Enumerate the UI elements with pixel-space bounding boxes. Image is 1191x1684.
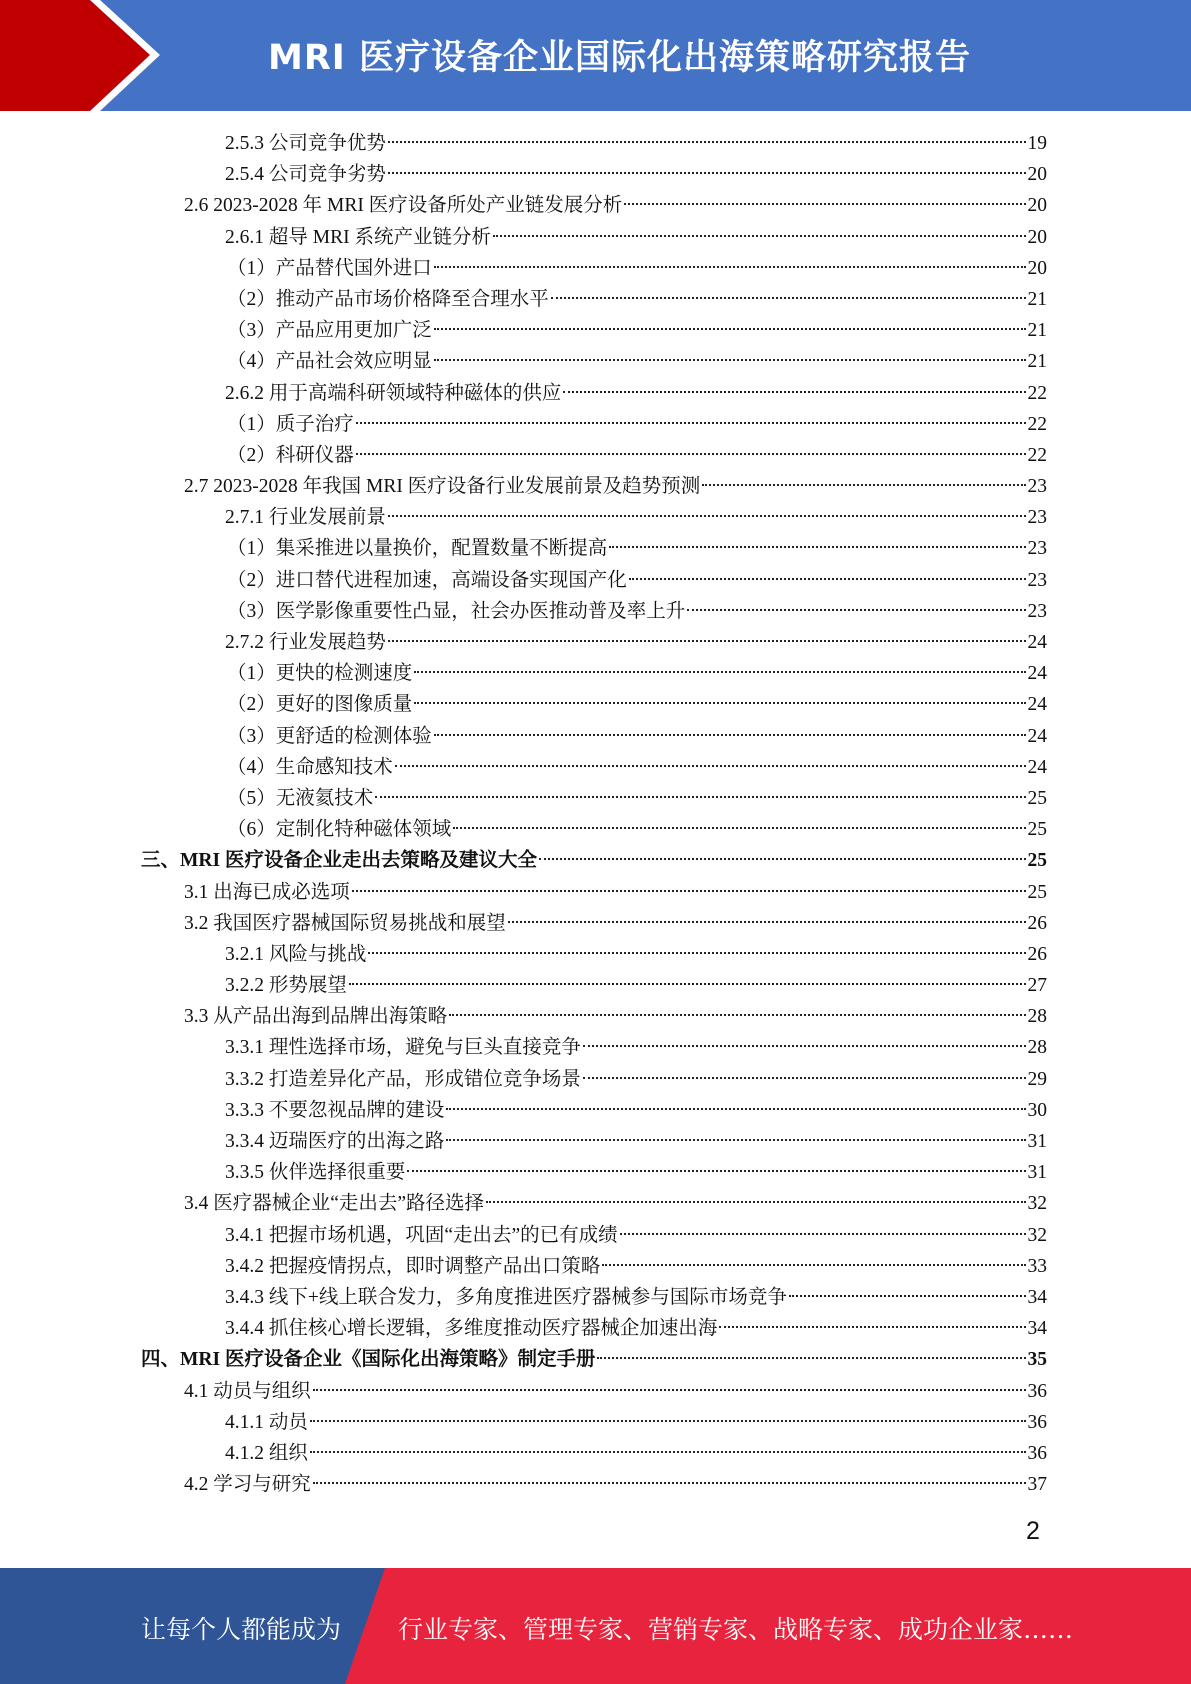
toc-dot-leader	[453, 827, 1025, 829]
toc-entry[interactable]	[0, 939, 1191, 970]
toc-entry-page: 24	[1027, 632, 1047, 653]
toc-dot-leader	[310, 1451, 1026, 1453]
toc-entry-page: 21	[1027, 351, 1047, 373]
toc-entry-page: 23	[1027, 600, 1047, 622]
toc-entry-title: 2.7.1 行业发展前景	[225, 507, 386, 529]
toc-entry[interactable]	[0, 658, 1191, 689]
toc-entry-page: 22	[1027, 444, 1047, 466]
toc-entry[interactable]	[0, 533, 1191, 564]
toc-entry-title: 2.6 2023-2028 年 MRI 医疗设备所处产业链发展分析	[184, 195, 623, 217]
toc-dot-leader	[368, 952, 1025, 954]
toc-entry-page: 21	[1027, 288, 1047, 310]
toc-entry-title: 2.7.2 行业发展趋势	[225, 632, 386, 653]
toc-entry[interactable]	[0, 845, 1191, 876]
report-title: MRI 医疗设备企业国际化出海策略研究报告	[268, 38, 971, 78]
toc-entry-title: 2.7 2023-2028 年我国 MRI 医疗设备行业发展前景及趋势预测	[184, 476, 701, 498]
header-red-chevron	[0, 0, 150, 111]
toc-dot-leader	[388, 172, 1026, 174]
toc-entry-title: 3.3.3 不要忽视品牌的建设	[225, 1099, 445, 1121]
toc-entry-page: 36	[1027, 1380, 1047, 1402]
toc-dot-leader	[395, 765, 1026, 767]
page-number: 2	[1026, 1517, 1040, 1545]
toc-entry[interactable]	[0, 190, 1191, 221]
toc-entry-title: 4.1.2 组织	[225, 1442, 308, 1464]
toc-entry-title: 2.6.1 超导 MRI 系统产业链分析	[225, 226, 491, 248]
toc-dot-leader	[602, 1264, 1025, 1266]
toc-entry-title: 3.4.3 线下+线上联合发力，多角度推进医疗器械参与国际市场竞争	[225, 1286, 787, 1308]
toc-dot-leader	[414, 671, 1025, 673]
toc-entry-page: 36	[1027, 1411, 1047, 1433]
toc-entry-title: 2.5.4 公司竞争劣势	[225, 164, 386, 186]
toc-entry-page: 21	[1027, 320, 1047, 342]
toc-entry-page: 20	[1027, 257, 1047, 279]
footer-slogan-lead: 让每个人都能成为	[141, 1615, 342, 1644]
toc-entry[interactable]	[0, 1095, 1191, 1126]
toc-entry-page: 19	[1027, 133, 1047, 154]
toc-entry-page: 20	[1027, 226, 1047, 248]
toc-entry[interactable]	[0, 565, 1191, 596]
footer-slogan-roles: 行业专家、管理专家、营销专家、战略专家、成功企业家……	[398, 1615, 1074, 1644]
toc-entry-page: 28	[1027, 1037, 1047, 1059]
toc-entry-title: 3.2 我国医疗器械国际贸易挑战和展望	[184, 912, 506, 934]
toc-entry-page: 34	[1027, 1286, 1047, 1308]
toc-dot-leader	[789, 1295, 1026, 1297]
toc-entry[interactable]	[0, 1188, 1191, 1219]
toc-entry-title: （2）进口替代进程加速，高端设备实现国产化	[227, 569, 627, 591]
toc-entry[interactable]	[0, 970, 1191, 1001]
toc-entry-title: （5）无液氦技术	[227, 787, 374, 809]
toc-entry-page: 25	[1027, 819, 1047, 841]
toc-entry-title: 3.1 出海已成必选项	[184, 881, 350, 903]
toc-entry-title: （1）集采推进以量换价，配置数量不断提高	[227, 538, 608, 560]
toc-entry[interactable]	[0, 471, 1191, 502]
toc-entry-page: 24	[1027, 725, 1047, 747]
toc-dot-leader	[629, 578, 1026, 580]
toc-entry[interactable]	[0, 1282, 1191, 1313]
toc-entry[interactable]	[0, 1001, 1191, 1032]
toc-dot-leader	[388, 141, 1026, 143]
toc-entry[interactable]	[0, 222, 1191, 253]
toc-entry-page: 30	[1027, 1099, 1047, 1121]
toc-entry-title: （1）更快的检测速度	[227, 663, 413, 685]
toc-entry[interactable]	[0, 596, 1191, 627]
toc-entry[interactable]	[0, 440, 1191, 471]
toc-entry-page: 24	[1027, 663, 1047, 685]
toc-entry-title: 3.3.4 迈瑞医疗的出海之路	[225, 1131, 445, 1152]
toc-entry[interactable]	[0, 1344, 1191, 1375]
toc-entry[interactable]	[0, 1313, 1191, 1344]
toc-dot-leader	[551, 297, 1026, 299]
toc-entry-page: 23	[1027, 507, 1047, 529]
toc-entry-page: 29	[1027, 1068, 1047, 1090]
toc-entry-page: 25	[1027, 850, 1047, 872]
toc-entry[interactable]	[0, 783, 1191, 814]
toc-dot-leader	[434, 734, 1026, 736]
toc-entry[interactable]	[0, 1469, 1191, 1500]
toc-dot-leader	[446, 1108, 1025, 1110]
toc-entry-page: 36	[1027, 1442, 1047, 1464]
toc-dot-leader	[508, 921, 1026, 923]
toc-entry-page: 25	[1027, 881, 1047, 903]
toc-dot-leader	[609, 546, 1025, 548]
toc-entry-title: 四、MRI 医疗设备企业《国际化出海策略》制定手册	[141, 1349, 596, 1371]
toc-entry-page: 24	[1027, 756, 1047, 778]
toc-dot-leader	[356, 422, 1026, 424]
toc-dot-leader	[434, 266, 1026, 268]
toc-entry[interactable]	[0, 315, 1191, 346]
toc-entry-title: （1）质子治疗	[227, 413, 354, 435]
toc-entry[interactable]	[0, 1064, 1191, 1095]
toc-dot-leader	[388, 515, 1026, 517]
toc-entry[interactable]	[0, 1251, 1191, 1282]
page-footer	[0, 1568, 1191, 1684]
table-of-contents	[0, 128, 1191, 1500]
toc-entry-page: 25	[1027, 787, 1047, 809]
page-header	[0, 0, 1191, 111]
toc-entry-page: 22	[1027, 382, 1047, 404]
toc-entry[interactable]	[0, 752, 1191, 783]
toc-entry-title: 3.4.1 把握市场机遇，巩固“走出去”的已有成绩	[225, 1224, 618, 1246]
toc-dot-leader	[313, 1389, 1026, 1391]
toc-entry-title: （2）推动产品市场价格降至合理水平	[227, 288, 549, 310]
toc-entry[interactable]	[0, 346, 1191, 377]
toc-entry-page: 22	[1027, 413, 1047, 435]
toc-dot-leader	[352, 890, 1026, 892]
toc-entry[interactable]	[0, 284, 1191, 315]
toc-entry[interactable]	[0, 409, 1191, 440]
toc-entry-title: （3）更舒适的检测体验	[227, 725, 432, 747]
toc-entry[interactable]	[0, 1032, 1191, 1063]
toc-dot-leader	[414, 702, 1025, 704]
toc-entry[interactable]	[0, 1376, 1191, 1407]
toc-entry-title: 3.4.4 抓住核心增长逻辑，多维度推动医疗器械企加速出海	[225, 1318, 718, 1340]
toc-dot-leader	[388, 640, 1026, 642]
toc-dot-leader	[493, 235, 1026, 237]
toc-dot-leader	[702, 484, 1025, 486]
toc-entry[interactable]	[0, 1438, 1191, 1469]
toc-entry-title: （2）科研仪器	[227, 444, 354, 466]
toc-dot-leader	[407, 1170, 1025, 1172]
toc-entry-title: 2.5.3 公司竞争优势	[225, 133, 386, 154]
toc-entry-page: 23	[1027, 538, 1047, 560]
toc-entry-page: 26	[1027, 943, 1047, 965]
toc-dot-leader	[563, 391, 1025, 393]
toc-entry-title: （4）生命感知技术	[227, 756, 393, 778]
toc-entry-title: （4）产品社会效应明显	[227, 351, 432, 373]
toc-entry-page: 35	[1027, 1349, 1047, 1371]
toc-entry-title: 4.1.1 动员	[225, 1411, 308, 1433]
toc-dot-leader	[620, 1233, 1026, 1235]
header-chevron-decoration	[0, 0, 160, 111]
toc-entry-page: 24	[1027, 694, 1047, 716]
toc-entry-title: 3.4 医疗器械企业“走出去”路径选择	[184, 1193, 485, 1215]
toc-entry-page: 34	[1027, 1318, 1047, 1340]
toc-entry-title: （2）更好的图像质量	[227, 694, 413, 716]
toc-entry-page: 31	[1027, 1131, 1047, 1152]
toc-entry-page: 23	[1027, 569, 1047, 591]
toc-entry[interactable]	[0, 814, 1191, 845]
toc-entry[interactable]	[0, 721, 1191, 752]
toc-entry-title: （3）医学影像重要性凸显，社会办医推动普及率上升	[227, 600, 686, 622]
toc-dot-leader	[349, 983, 1026, 985]
toc-entry-title: 3.4.2 把握疫情拐点，即时调整产品出口策略	[225, 1255, 601, 1277]
toc-entry-title: 4.2 学习与研究	[184, 1474, 311, 1496]
toc-entry-title: 3.3.2 打造差异化产品，形成错位竞争场景	[225, 1068, 581, 1090]
toc-entry-page: 32	[1027, 1193, 1047, 1215]
toc-entry-page: 33	[1027, 1255, 1047, 1277]
toc-entry-title: 3.3.1 理性选择市场，避免与巨头直接竞争	[225, 1037, 581, 1059]
toc-entry[interactable]	[0, 159, 1191, 190]
toc-dot-leader	[624, 203, 1025, 205]
toc-dot-leader	[597, 1357, 1025, 1359]
toc-entry[interactable]	[0, 502, 1191, 533]
toc-entry-title: 4.1 动员与组织	[184, 1380, 311, 1402]
toc-entry-page: 20	[1027, 164, 1047, 186]
toc-entry[interactable]	[0, 627, 1191, 658]
toc-entry-page: 27	[1027, 975, 1047, 997]
toc-entry[interactable]	[0, 908, 1191, 939]
toc-dot-leader	[687, 609, 1025, 611]
toc-dot-leader	[486, 1201, 1025, 1203]
toc-dot-leader	[446, 1139, 1025, 1141]
toc-entry-title: 2.6.2 用于高端科研领域特种磁体的供应	[225, 382, 562, 404]
toc-dot-leader	[583, 1077, 1026, 1079]
toc-entry-page: 23	[1027, 476, 1047, 498]
toc-entry[interactable]	[0, 253, 1191, 284]
toc-entry-title: 3.2.1 风险与挑战	[225, 943, 367, 965]
toc-dot-leader	[719, 1326, 1025, 1328]
toc-dot-leader	[356, 453, 1026, 455]
toc-dot-leader	[583, 1045, 1026, 1047]
toc-dot-leader	[375, 796, 1025, 798]
toc-entry-page: 20	[1027, 195, 1047, 217]
toc-dot-leader	[310, 1420, 1026, 1422]
toc-dot-leader	[434, 328, 1026, 330]
toc-entry[interactable]	[0, 1220, 1191, 1251]
toc-entry-title: 三、MRI 医疗设备企业走出去策略及建议大全	[141, 850, 537, 872]
toc-entry-title: （3）产品应用更加广泛	[227, 320, 432, 342]
toc-entry-title: （6）定制化特种磁体领域	[227, 819, 452, 841]
toc-entry[interactable]	[0, 689, 1191, 720]
toc-entry-title: （1）产品替代国外进口	[227, 257, 432, 279]
toc-entry-page: 37	[1027, 1474, 1047, 1496]
toc-dot-leader	[539, 858, 1026, 860]
toc-entry-page: 26	[1027, 912, 1047, 934]
toc-entry[interactable]	[0, 378, 1191, 409]
toc-entry[interactable]	[0, 877, 1191, 908]
toc-entry-page: 28	[1027, 1006, 1047, 1028]
toc-dot-leader	[449, 1014, 1025, 1016]
toc-dot-leader	[434, 359, 1026, 361]
toc-dot-leader	[313, 1482, 1026, 1484]
toc-entry-title: 3.3.5 伙伴选择很重要	[225, 1162, 406, 1184]
toc-entry-title: 3.2.2 形势展望	[225, 975, 347, 997]
toc-entry-page: 32	[1027, 1224, 1047, 1246]
toc-entry-title: 3.3 从产品出海到品牌出海策略	[184, 1006, 448, 1028]
toc-entry[interactable]	[0, 1126, 1191, 1157]
toc-entry-page: 31	[1027, 1162, 1047, 1184]
toc-entry[interactable]	[0, 1407, 1191, 1438]
toc-entry[interactable]	[0, 1157, 1191, 1188]
toc-entry[interactable]	[0, 128, 1191, 159]
